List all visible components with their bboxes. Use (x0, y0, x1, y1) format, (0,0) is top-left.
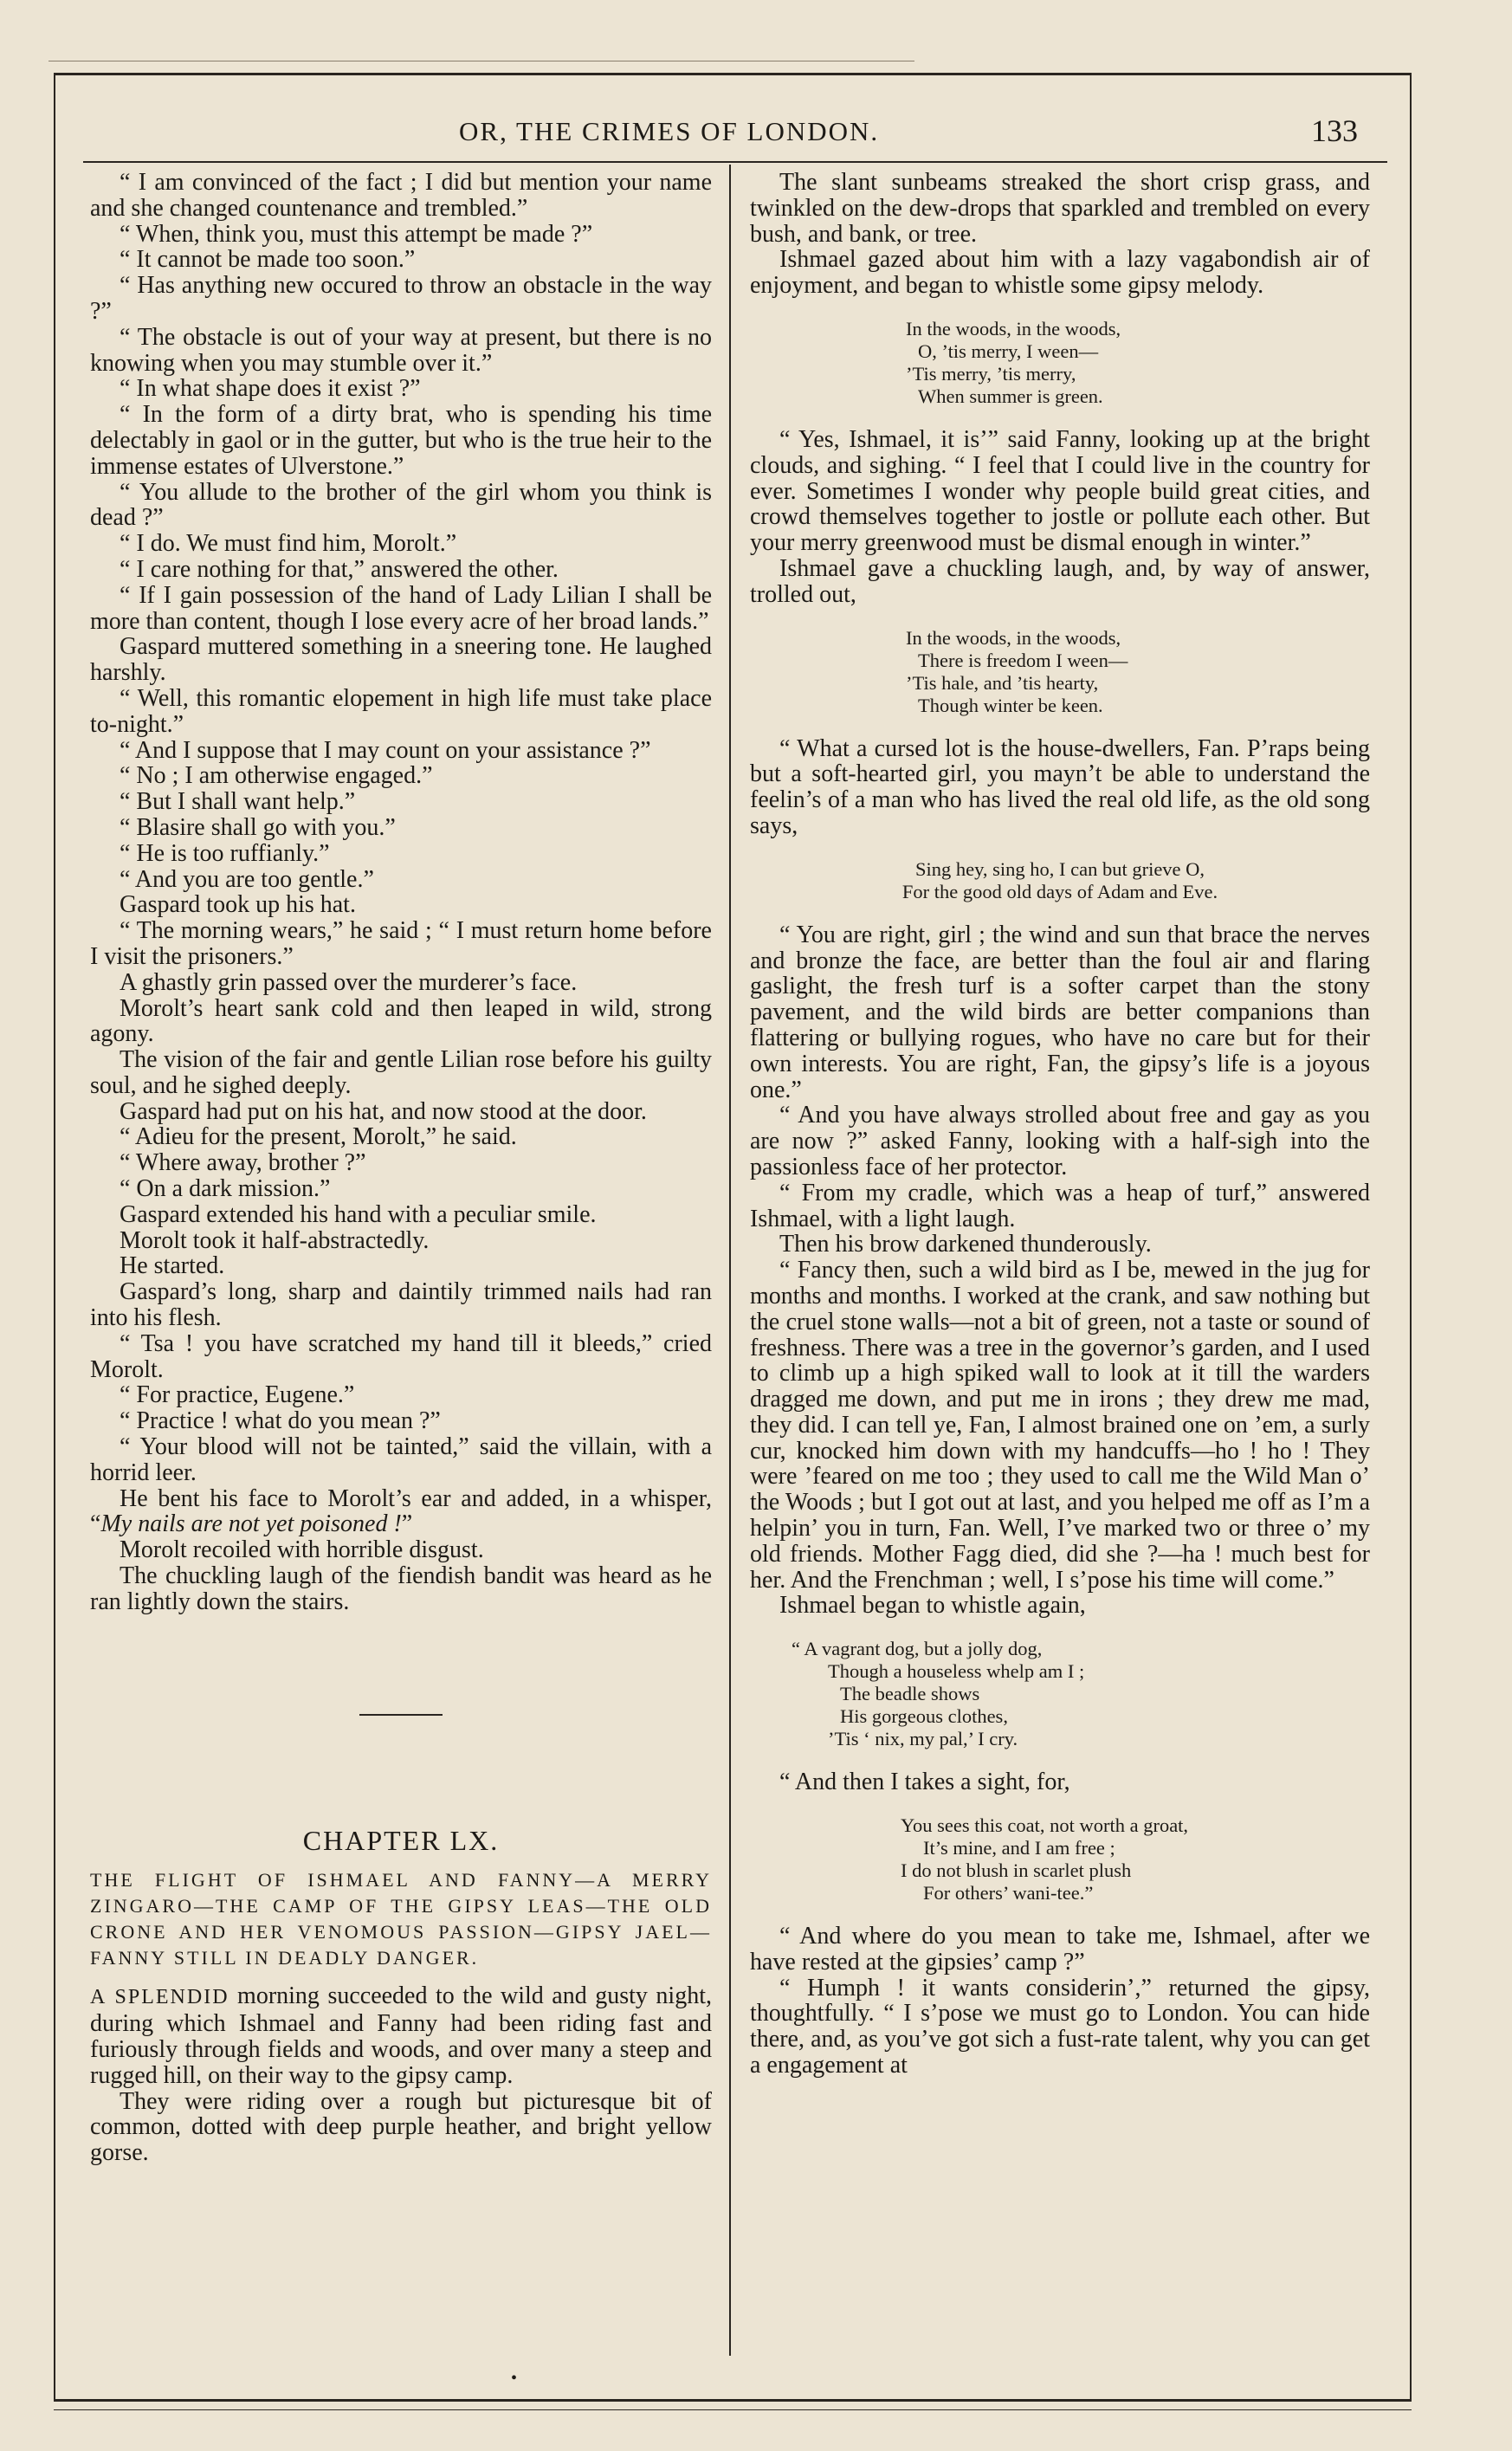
paragraph: Gaspard had put on his hat, and now stood at the door. (120, 1097, 647, 1125)
paragraph: The slant sunbeams streaked the short crisp grass, and twinkled on the dew-drops that sparkled and trembled on every bush, and bank, or tree. (750, 169, 1370, 248)
paragraph: “ When, think you, must this attempt be made ?” (120, 220, 593, 248)
paragraph: Gaspard took up his hat. (120, 891, 356, 919)
verse-woods-2 (750, 627, 1370, 717)
opening-word: A SPLENDID (90, 1986, 229, 2009)
paragraph: “ And then I takes a sight, for, (779, 1769, 1070, 1796)
whisper-paragraph (90, 1486, 712, 1538)
verse-line: ’Tis hale, and ’tis hearty, (906, 671, 1099, 694)
verse-line: When summer is green. (918, 385, 1103, 407)
paragraph: “ It cannot be made too soon.” (120, 246, 416, 274)
paragraph: Ishmael gave a chuckling laugh, and, by way of answer, trolled out, (750, 554, 1370, 608)
paragraph: “ And you have always strolled about free and gay as you are now ?” asked Fanny, looking with a half-sigh into the passionless face of her protector. (750, 1102, 1370, 1180)
paragraph: “ Your blood will not be tainted,” said the villain, with a horrid leer. (90, 1433, 712, 1486)
verse-coat (750, 1814, 1370, 1905)
verse-line: In the woods, in the woods, (906, 317, 1121, 340)
paragraph: “ But I shall want help.” (120, 788, 356, 816)
verse-line: Sing hey, sing ho, I can but grieve O, (914, 857, 1205, 880)
verse-line: For the good old days of Adam and Eve. (901, 880, 1218, 902)
paragraph: Ishmael gazed about him with a lazy vagabondish air of enjoyment, and began to whistle some gipsy melody. (750, 246, 1370, 300)
paragraph: “ No ; I am otherwise engaged.” (120, 762, 433, 790)
bottom-rule (54, 2399, 1412, 2402)
header-rule (83, 161, 1387, 163)
paragraph: “ In what shape does it exist ?” (120, 375, 421, 403)
paragraph: The vision of the fair and gentle Lilian rose before his guilty soul, and he sighed deeply. (90, 1046, 712, 1099)
chapter-title: CHAPTER LX. (302, 1824, 500, 1856)
paragraph: “ Fancy then, such a wild bird as I be, mewed in the jug for months and months. I worked at the crank, and saw nothing but the cruel stone walls—not a bit of green, not a taste or sound of freshness. There was a tree in the governor’s garden, and I used to climb up a high spiked wall to look at it till the warders dragged me down, and put me in irons ; they drew me mad, they did. I can tell ye, Fan, I almost brained one on ’em, a surly cur, knocked him down with my handcuffs—ho ! ho ! They were ’feared on me too ; they used to call me the Wild Man o’ the Woods ; but I got out at last, and you helped me off as I’m a helpin’ you in turn, Fan. Well, I’ve marked two or three o’ my old friends. Mother Fagg died, did she ?—ha ! much best for her. And the Frenchman ; well, I s’pose his time will come.” (750, 1257, 1370, 1594)
verse-line: “ A vagrant dog, but a jolly dog, (792, 1638, 1043, 1660)
verse-line: Though winter be keen. (918, 694, 1103, 716)
paragraph: “ From my cradle, which was a heap of turf,” answered Ishmael, with a light laugh. (750, 1179, 1370, 1232)
page-header (0, 113, 1512, 161)
verse-line: In the woods, in the woods, (906, 626, 1121, 649)
paragraph: Ishmael began to whistle again, (779, 1592, 1086, 1620)
paragraph: “ For practice, Eugene.” (120, 1381, 355, 1409)
column-divider (729, 165, 731, 2356)
paragraph: “ You are right, girl ; the wind and sun that brace the nerves and bronze the face, are better than the foul air and flaring gaslight, the fresh turf is a softer carpet than the stony pavement, and the wild birds are better companions than flattering or bullying rogues, who have no care but for their own interests. You are right, Fan, the gipsy’s life is a joyous one.” (750, 921, 1370, 1103)
paragraph: “ Humph ! it wants considerin’,” returned the gipsy, thoughtfully. “ I s’pose we must go to London. You can hide there, and, as you’ve got sich a fust-rate talent, why you can get a engagement at (750, 1974, 1370, 2079)
left-dialogue (90, 170, 712, 1486)
verse-line: Though a houseless whelp am I ; (828, 1660, 1085, 1683)
chapter-synopsis: THE FLIGHT OF ISHMAEL AND FANNY—A MERRY ZINGARO—THE CAMP OF THE GIPSY LEAS—THE OLD CRONE AND HER VENOMOUS PASSION—GIPSY JAEL—FANNY STILL IN DEADLY DANGER. (90, 1869, 712, 1969)
paragraph: “ Tsa ! you have scratched my hand till it bleeds,” cried Morolt. (90, 1329, 712, 1383)
paragraph: Morolt took it half-abstractedly. (120, 1226, 430, 1254)
paragraph: Gaspard extended his hand with a peculiar smile. (120, 1200, 597, 1228)
paragraph: He started. (120, 1252, 225, 1280)
paragraph: “ In the form of a dirty brat, who is spending his time delectably in gaol or in the gutter, but who is the true heir to the immense estates of Ulverstone.” (90, 401, 712, 480)
paragraph: Morolt’s heart sank cold and then leaped in wild, strong agony. (90, 994, 712, 1048)
opening-rest: morning succeeded to the wild and gusty night, during which Ishmael and Fanny had been riding fast and furiously through fields and woods, and over many a steep and rugged hill, on their way to the gipsy camp. (90, 1982, 712, 2089)
left-column (90, 170, 712, 2166)
verse-line: There is freedom I ween— (918, 649, 1128, 671)
bottom-thin-rule (54, 2409, 1412, 2410)
paragraph: The chuckling laugh of the fiendish bandit was heard as he ran lightly down the stairs. (90, 1562, 712, 1615)
verse-vagrant-dog (750, 1638, 1370, 1750)
verse-line: The beadle shows (840, 1683, 980, 1705)
whisper-intro: He bent his face to Morolt’s ear and added, in a whisper, “ (90, 1484, 712, 1538)
verse-line: You sees this coat, not worth a groat, (901, 1814, 1189, 1837)
running-title: OR, THE CRIMES OF LONDON. (459, 116, 880, 146)
paragraph: Gaspard’s long, sharp and daintily trimmed nails had ran into his flesh. (90, 1278, 712, 1332)
paragraph: Morolt recoiled with horrible disgust. (120, 1536, 484, 1564)
verse-woods-1 (750, 318, 1370, 408)
paragraph: “ On a dark mission.” (120, 1175, 331, 1203)
paragraph: “ He is too ruffianly.” (120, 839, 330, 867)
paragraph: “ If I gain possession of the hand of Lady Lilian I shall be more than content, though I lose every acre of her broad lands.” (90, 581, 712, 635)
footer-mark: • (511, 2369, 518, 2388)
paragraph: “ The obstacle is out of your way at present, but there is no knowing when you may stumble over it.” (90, 323, 712, 377)
whisper-close: ” (401, 1510, 413, 1538)
paragraph: “ The morning wears,” he said ; “ I must return home before I visit the prisoners.” (90, 917, 712, 970)
paragraph: “ I care nothing for that,” answered the other. (120, 555, 559, 583)
verse-line: For others’ wani-tee.” (923, 1882, 1094, 1905)
paragraph: “ And where do you mean to take me, Ishmael, after we have rested at the gipsies’ camp ?” (750, 1923, 1370, 1976)
paragraph: “ Blasire shall go with you.” (120, 813, 396, 841)
verse-line: ’Tis ‘ nix, my pal,’ I cry. (828, 1728, 1018, 1750)
paragraph: Then his brow darkened thunderously. (779, 1231, 1152, 1258)
paragraph: “ Well, this romantic elopement in high life must take place to-night.” (90, 684, 712, 738)
verse-line: It’s mine, and I am free ; (923, 1837, 1115, 1859)
paragraph: “ And I suppose that I may count on your assistance ?” (120, 736, 651, 764)
verse-line: I do not blush in scarlet plush (901, 1859, 1132, 1882)
paragraph: “ Adieu for the present, Morolt,” he said. (120, 1123, 517, 1151)
paragraph: A ghastly grin passed over the murderer’s face. (120, 968, 578, 996)
chapter-opening (90, 1983, 712, 2088)
paragraph: “ Yes, Ishmael, it is’” said Fanny, looking up at the bright clouds, and sighing. “ I feel that I could live in the country for ever. Sometimes I wonder why people build great cities, and crowd themselves together to jostle or pollute each other. But your merry greenwood must be dismal enough in winter.” (750, 425, 1370, 557)
paragraph: “ You allude to the brother of the girl whom you think is dead ?” (90, 478, 712, 532)
page-number: 133 (1311, 113, 1358, 148)
paragraph: They were riding over a rough but picturesque bit of common, dotted with deep purple heather, and bright yellow gorse. (90, 2087, 712, 2167)
verse-line: His gorgeous clothes, (840, 1705, 1008, 1728)
paragraph: “ Has anything new occured to throw an obstacle in the way ?” (90, 272, 712, 325)
verse-line: ’Tis merry, ’tis merry, (906, 362, 1076, 385)
right-column (750, 170, 1370, 2079)
paragraph: “ Where away, brother ?” (120, 1149, 366, 1177)
chapter-separator (359, 1714, 443, 1716)
paragraph: “ And you are too gentle.” (120, 865, 374, 893)
paragraph: “ What a cursed lot is the house-dwellers, Fan. P’raps being but a soft-hearted girl, you mayn’t be able to understand the feelin’s of a man who has lived the real old life, as the old song says, (750, 734, 1370, 839)
paragraph: “ I am convinced of the fact ; I did but mention your name and she changed countenance and trembled.” (90, 169, 712, 222)
verse-line: O, ’tis merry, I ween— (918, 340, 1099, 362)
whisper-italic: My nails are not yet poisoned ! (100, 1510, 402, 1538)
paragraph: Gaspard muttered something in a sneering tone. He laughed harshly. (90, 633, 712, 687)
paragraph: “ Practice ! what do you mean ?” (120, 1407, 441, 1435)
paragraph: “ I do. We must find him, Morolt.” (120, 530, 457, 558)
verse-old-song (750, 858, 1370, 903)
